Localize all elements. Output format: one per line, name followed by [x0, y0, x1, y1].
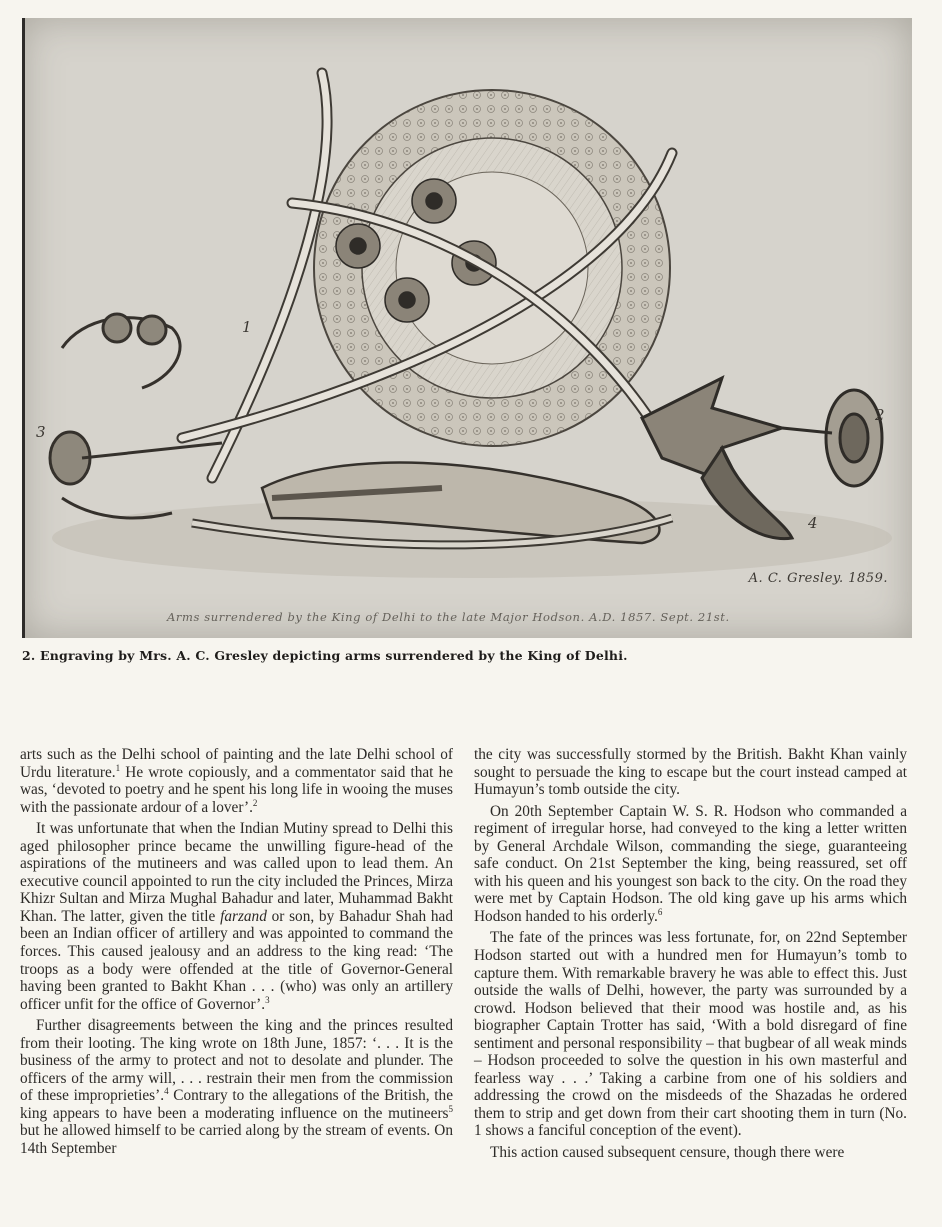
text-run: arts such as the Delhi school of painting and the late Delhi school of Urdu literature.	[20, 746, 453, 781]
paragraph	[474, 929, 907, 1140]
text-run: the city was successfully stormed by the British. Bakht Khan vainly sought to persuade the king to escape but the court instead camped at Humayun’s tomb outside the city.	[474, 746, 907, 799]
text-run: On 20th September Captain W. S. R. Hodson who commanded a regiment of irregular horse, had conveyed to the king a letter written by General Archdale Wilson, commanding the siege, guaranteeing safe conduct. On 21st September the king, being reassured, set off with his queen and his youngest son back to the city. On the road they were met by Captain Hodson. The old king gave up his arms which Hodson handed to his orderly.	[474, 802, 907, 925]
left-column	[20, 746, 453, 1162]
engraving-plate	[22, 18, 912, 638]
right-column	[474, 746, 907, 1166]
paragraph	[474, 803, 907, 926]
paragraph	[474, 746, 907, 799]
plate-number-3: 3	[36, 423, 46, 441]
text-run: It was unfortunate that when the Indian Mutiny spread to Delhi this aged philosopher prince became the unwilling figure-head of the aspirations of the mutineers and was called upon to lead them. An executive council appointed to run the city included the Princes, Mirza Khizr Sultan and Mirza Mughal Bahadur and later, Muhammad Bakht Khan. The latter, given the title	[20, 820, 453, 925]
left-hilt	[50, 314, 222, 518]
figure-caption: 2. Engraving by Mrs. A. C. Gresley depicting arms surrendered by the King of Delhi.	[22, 648, 628, 663]
text-run: The fate of the princes was less fortunate, for, on 22nd September Hodson started out with a hundred men for Humayun’s tomb to capture them. With remarkable bravery he was able to effect this. Just outside the walls of Delhi, however, the party was surrounded by a crowd. Hodson believed that their mood was hostile and, as his biographer Captain Trotter has said, ‘With a bold disregard of fine sentiment and personal responsibility – that bugbear of all weak minds – Hodson proceeded to solve the question in his own masterful and fearless way . . .’ Taking a carbine from one of his soldiers and addressing the crowd on the misdeeds of the Shazadas he ordered them to strip and get down from their cart shooting them in turn (No. 1 shows a fanciful conception of the event).	[474, 929, 907, 1140]
footnote-ref: 3	[265, 994, 270, 1005]
paragraph	[474, 1144, 907, 1162]
footnote-ref: 6	[657, 906, 663, 917]
engraver-signature: A. C. Gresley. 1859.	[748, 571, 888, 586]
text-run: Further disagreements between the king and the princes resulted from their looting. The king wrote on 18th June, 1857: ‘. . . It is the business of the army to protect and not to desolate and plunder. The officers of the army will, . . . restrain their men from the commission of these improprieties’.	[20, 1017, 453, 1105]
paragraph	[20, 746, 453, 816]
text-run: Contrary to the allegations of the British, the king appears to have been a moderating influence on the mutineers	[20, 1087, 453, 1122]
plate-number-4: 4	[808, 514, 818, 532]
footnote-ref: 2	[252, 797, 258, 808]
text-run: but he allowed himself to be carried along by the stream of events. On 14th September	[20, 1122, 453, 1158]
text-run: He wrote copiously, and a commentator said that he was, ‘devoted to poetry and he spent his long life in wooing the muses with the passionate ardour of a lover’.	[20, 763, 454, 816]
text-run: or son, by Bahadur Shah had been an Indian officer of artillery and was appointed to command the forces. This caused jealousy and an address to the king read: ‘The troops as a body were offended at the title of Governor-General having been granted to Bakht Khan . . . (who) was only an artillery officer unfit for the office of Governor’.	[20, 907, 453, 1013]
plate-number-1: 1	[242, 318, 252, 336]
plate-number-2: 2	[875, 406, 885, 424]
engraving-illustration	[22, 18, 912, 638]
text-run: This action caused subsequent censure, though there were	[490, 1144, 845, 1162]
paragraph	[20, 820, 453, 1013]
footnote-ref: 1	[115, 762, 121, 773]
footnote-ref: 5	[448, 1103, 453, 1114]
italic-term: farzand	[220, 907, 267, 925]
paragraph	[20, 1017, 453, 1157]
footnote-ref: 4	[164, 1086, 169, 1097]
plate-inscription: Arms surrendered by the King of Delhi to the late Major Hodson. A.D. 1857. Sept. 21st.	[167, 610, 730, 624]
